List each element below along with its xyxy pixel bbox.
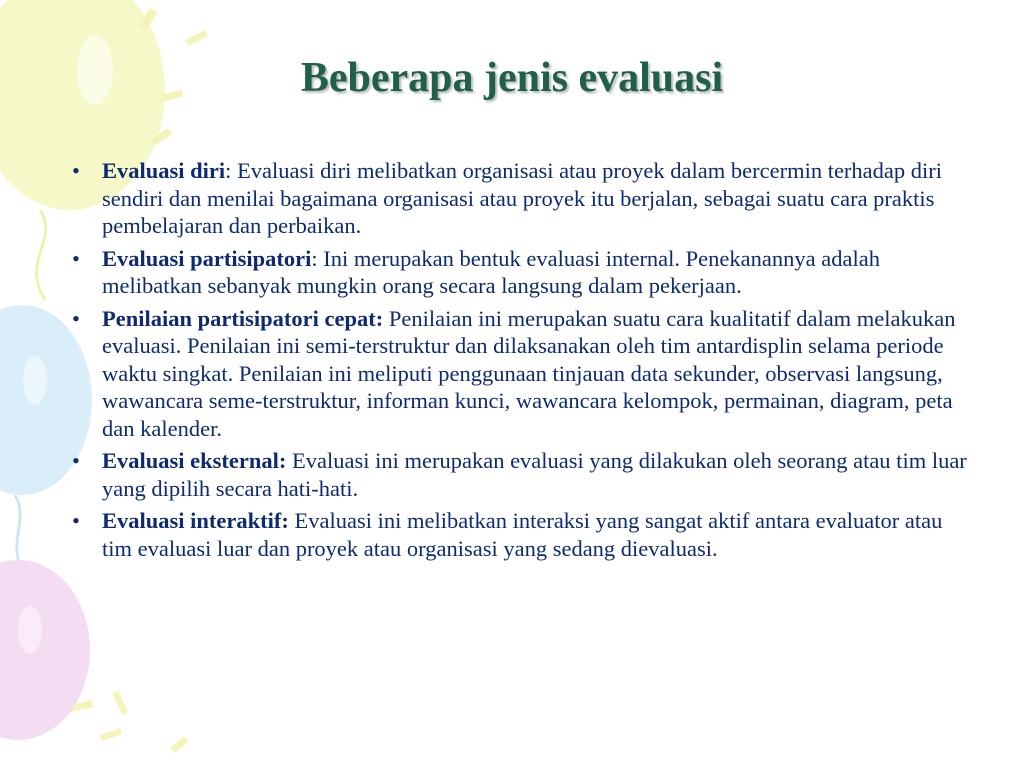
item-term: Penilaian partisipatori cepat: — [102, 305, 384, 331]
item-term: Evaluasi partisipatori — [102, 245, 312, 271]
bullet-icon: • — [72, 508, 80, 533]
item-term: Evaluasi eksternal: — [102, 448, 287, 473]
item-text: Evaluasi ini merupakan evaluasi yang dilakukan oleh seorang atau tim luar yang dipilih secara hati-hati. — [102, 448, 967, 501]
list-item — [60, 507, 970, 562]
bullet-icon: • — [72, 448, 80, 473]
item-separator: : — [311, 245, 318, 271]
item-separator: : — [225, 158, 232, 183]
bullet-icon: • — [72, 245, 80, 271]
item-text: Ini merupakan bentuk evaluasi internal. Penekanannya adalah melibatkan sebanyak mungkin orang secara langsung dalam pekerjaan. — [102, 245, 880, 298]
list-item — [60, 245, 970, 300]
item-text: Evaluasi ini melibatkan interaksi yang sangat aktif antara evaluator atau tim evaluasi luar dan proyek atau organisasi yang sedang dievaluasi. — [102, 508, 943, 561]
list-item — [60, 447, 970, 502]
bullet-icon: • — [72, 305, 80, 331]
bullet-icon: • — [72, 158, 80, 183]
slide-title: Beberapa jenis evaluasi — [300, 55, 724, 101]
item-term: Evaluasi diri — [102, 158, 226, 183]
item-text: Evaluasi diri melibatkan organisasi atau proyek dalam bercermin terhadap diri sendiri dan menilai bagaimana organisasi atau proyek itu berjalan, sebagai suatu cara praktis pembelajaran dan perbaikan. — [102, 158, 943, 238]
bullet-list — [60, 157, 970, 567]
item-text: Penilaian ini merupakan suatu cara kualitatif dalam melakukan evaluasi. Penilaian ini semi-terstruktur dan dilaksanakan oleh tim antardisplin selama periode waktu singkat. Penilaian ini meliputi penggunaan tinjauan data sekunder, observasi langsung, wawancara seme-terstruktur, informan kunci, wawancara kelompok, permainan, diagram, peta dan kalender. — [102, 305, 956, 441]
list-item — [60, 157, 970, 240]
pink-balloon-icon — [0, 560, 90, 740]
list-item — [60, 305, 970, 443]
item-term: Evaluasi interaktif: — [102, 508, 289, 533]
